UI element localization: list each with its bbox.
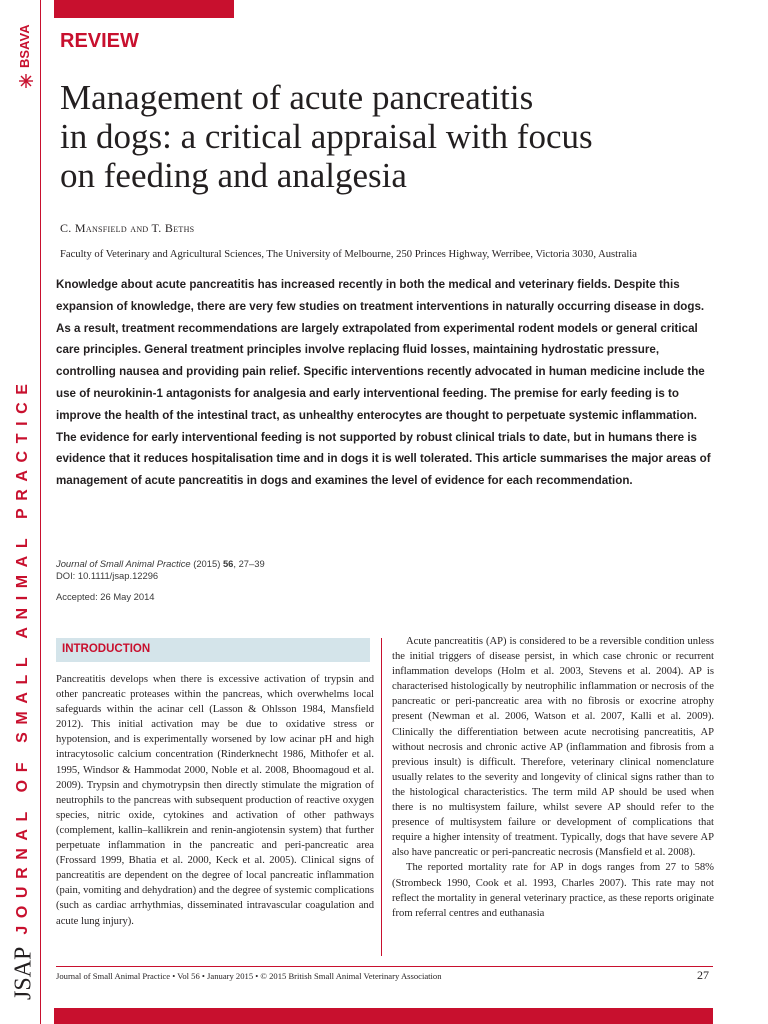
- journal-abbreviation: JSAP: [10, 946, 37, 1000]
- left-column: [56, 672, 374, 929]
- bsava-logo-text: BSAVA: [17, 24, 32, 68]
- journal-spine: [10, 376, 37, 1000]
- citation-block: [56, 558, 265, 603]
- journal-name-vertical: JOURNAL OF SMALL ANIMAL PRACTICE: [14, 376, 32, 935]
- footer-rule: [56, 966, 713, 967]
- affiliation: Faculty of Veterinary and Agricultural Sciences, The University of Melbourne, 250 Princes Highway, Werribee, Victoria 3030, Australia: [60, 249, 637, 260]
- column-divider: [381, 638, 382, 956]
- introduction-heading: INTRODUCTION: [62, 643, 151, 655]
- citation-year: (2015): [193, 558, 221, 569]
- bsava-crest-icon: [17, 72, 35, 90]
- bsava-logo: [14, 8, 38, 94]
- page-number: 27: [697, 968, 709, 982]
- citation-pages: , 27–39: [233, 558, 265, 569]
- accepted-date: Accepted: 26 May 2014: [56, 591, 155, 602]
- authors: C. Mansfield and T. Beths: [60, 221, 195, 235]
- section-tag: REVIEW: [60, 30, 139, 52]
- abstract: Knowledge about acute pancreatitis has increased recently in both the medical and veterinary fields. Despite this expansion of knowledge, there are very few studies on treatment interventions in naturally occurring disease in dogs. As a result, treatment recommendations are largely extrapolated from experimental rodent models or general critical care principles. General treatment principles involve replacing fluid losses, maintaining hydrostatic pressure, controlling nausea and providing pain relief. Specific interventions recently advocated in human medicine include the use of neurokinin-1 antagonists for analgesia and early interventional feeding. The premise for early feeding is to improve the health of the intestinal tract, as unhealthy enterocytes are thought to perpetuate systemic inflammation. The evidence for early interventional feeding is not supported by robust clinical trials to date, but in humans there is evidence that it reduces hospitalisation time and in dogs it is well tolerated. This article summarises the major areas of management of acute pancreatitis in dogs and examines the level of evidence for each recommendation.: [56, 278, 711, 488]
- right-column: [392, 634, 714, 921]
- bottom-accent-bar: [54, 1008, 713, 1024]
- citation-volume: 56: [222, 558, 234, 569]
- title-line: Management of acute pancreatitis: [60, 78, 534, 117]
- article-title: [60, 78, 740, 195]
- title-line: on feeding and analgesia: [60, 156, 407, 195]
- title-line: in dogs: a critical appraisal with focus: [60, 117, 593, 156]
- body-paragraph: Pancreatitis develops when there is excessive activation of trypsin and other pancreatic proteases within the pancreas, which overwhelms local safeguards within the acinar cell (Lasson & Ohlsson 1984, Mansfield 2012). This initial activation may be due to oxidative stress or hypotension, and is experimentally worsened by low acinar pH and high intracytosolic calcium concentration (Rinderknecht 1986, Mithofer et al. 1995, Windsor & Hammodat 2000, Noble et al. 2008, Bhoomagoud et al. 2009). Trypsin and chymotrypsin then directly stimulate the migration of neutrophils to the pancreas with subsequent production of reactive oxygen species, nitric oxide, cytokines and activation of other pathways (complement, kallin–kallikrein and renin-angiotensin system) that further perpetuate inflammation in the pancreatic and peri-pancreatic area (Frossard 1999, Bhatia et al. 2000, Keck et al. 2005). Clinical signs of pancreatitis are dependent on the degree of local pancreatic inflammation (pain, vomiting and dehydration) and the degree of systemic complications (such as cardiac arrhythmias, disseminated intravascular coagulation and acute lung injury).: [56, 674, 374, 927]
- running-footer: Journal of Small Animal Practice • Vol 56 • January 2015 • © 2015 British Small Animal Veterinary Association: [56, 971, 442, 981]
- top-accent-bar: [54, 0, 234, 18]
- citation-line: [56, 558, 265, 570]
- citation-journal: Journal of Small Animal Practice: [56, 558, 191, 569]
- doi[interactable]: DOI: 10.1111/jsap.12296: [56, 570, 159, 581]
- introduction-heading-band: [56, 638, 370, 662]
- spine-rule: [40, 0, 41, 1024]
- body-paragraph: The reported mortality rate for AP in dogs ranges from 27 to 58% (Strombeck 1990, Cook et al. 1993, Charles 2007). This rate may not reflect the mortality in general veterinary practice, as these reports originate from referral centres and euthanasia: [392, 862, 714, 919]
- body-paragraph: Acute pancreatitis (AP) is considered to be a reversible condition unless the initial triggers of disease persist, in which case chronic or recurrent inflammation develops (Holm et al. 2003, Stevens et al. 2004). AP is characterised histologically by neutrophilic inflammation or necrosis of the pancreatic or peri-pancreatic area with no fibrosis or exocrine atrophy present (Newman et al. 2006, Watson et al. 2007, Kalli et al. 2009). Clinically the differentiation between acute necrotising pancreatitis, AP without necrosis and chronic active AP (inflammation and fibrosis from a previous insult) is difficult. Therefore, veterinary clinical nomenclature usually relates to the severity and longevity of clinical signs rather than to the histological characteristics. The term mild AP should be used when there is no multisystem failure, whilst severe AP should refer to the presence of multisystem failure or development of complications that require a higher intensity of treatment. Typically, dogs that have severe AP also have pancreatic or peri-pancreatic necrosis (Mansfield et al. 2008).: [392, 636, 714, 859]
